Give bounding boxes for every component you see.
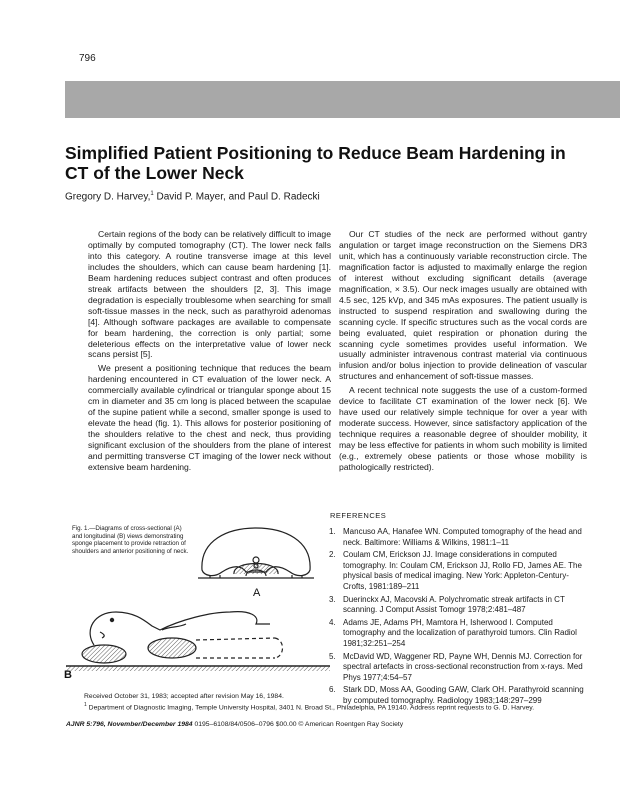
references-list — [329, 527, 587, 709]
copyright-line: 0195–6108/84/0506–0796 $00.00 © American Roentgen Ray Society — [192, 721, 404, 728]
author-footnote-mark: 1 — [150, 191, 154, 197]
reference-number: 3. — [329, 594, 336, 604]
reference-text: Stark DD, Moss AA, Gooding GAW, Clark OH. Parathyroid scanning by computed tomography. Radiology 1983;148:297–299 — [343, 685, 584, 705]
reference-text: Mancuso AA, Hanafee WN. Computed tomography of the head and neck. Baltimore: Williams & Wilkins, 1981:1–11 — [343, 527, 582, 547]
reference-item — [329, 527, 587, 548]
author-rest: David P. Mayer, and Paul D. Radecki — [153, 191, 320, 203]
page-number: 796 — [79, 53, 96, 64]
reference-item — [329, 652, 587, 684]
paragraph: We present a positioning technique that reduces the beam hardening encountered in CT evaluation of the lower neck. A commercially available cylindrical or triangular sponge about 15 cm in diameter and 35 cm long is placed between the scapulae of the supine patient while a second, smaller sponge is used to elevate the head (fig. 1). This allows for posterior positioning of the shoulders relative to the chest and neck, thus providing significant exclusion of the shoulders from the plane of interest and permitting transverse CT imaging of the lower neck without extensive beam hardening. — [88, 363, 331, 473]
reference-number: 2. — [329, 550, 336, 560]
reference-number: 1. — [329, 527, 336, 536]
reference-number: 4. — [329, 617, 336, 627]
footnotes — [84, 692, 604, 712]
author-first: Gregory D. Harvey, — [65, 191, 151, 203]
reference-text: McDavid WD, Waggener RD, Payne WH, Dennis MJ. Correction for spectral artefacts in cross-sectional reconstruction from x-rays. Med Phys 1977;4:54–57 — [343, 651, 583, 682]
affiliation-mark: 1 — [84, 702, 87, 708]
longitudinal-view — [66, 612, 330, 671]
article-title: Simplified Patient Positioning to Reduce Beam Hardening in CT of the Lower Neck — [65, 143, 566, 183]
reference-item — [329, 595, 587, 616]
figure-label-a: A — [253, 587, 261, 599]
right-column — [339, 229, 587, 476]
paragraph: Certain regions of the body can be relatively difficult to image optimally by computed tomography (CT). The lower neck falls into this category. A routine transverse image at this level includes the shoulders, which can cause beam hardening [1]. Beam hardening reduces subject contrast and often produces streak artifacts between the shoulders [2, 3]. This image degradation is especially troublesome when searching for small soft-tissue masses in the neck, such as parathyroid adenomas [4]. Although software packages are available to compensate for beam hardening, the correction is only partial; some deleterious effects on the interpretative value of lower neck scans persist [5]. — [88, 229, 331, 360]
reference-text: Duerinckx AJ, Macovski A. Polychromatic streak artifacts in CT scanning. J Comput Assist Tomogr 1978;2:481–487 — [343, 594, 565, 615]
author-line — [65, 191, 320, 202]
paragraph: Our CT studies of the neck are performed without gantry angulation or target image reconstruction on the Siemens DR3 unit, which has a continuously variable reconstruction circle. The magnification factor is adjusted to maximally enlarge the region of interest without excluding significant details (average magnification, × 3.5). Our neck images usually are obtained with 4.5 sec, 125 kVp, and 345 mAs exposures. The patient usually is instructed to suspend respiration and swallowing during the scanning cycle. If specific structures such as the vocal cords are being evaluated, quiet respiration or phonation during the scanning cycle sometimes provides useful information. We usually administer intravenous contrast material via continuous infusion and/or bolus injection to provide delineation of vascular structures and enhancement of soft-tissue masses. — [339, 229, 587, 382]
affiliation-note — [84, 701, 604, 712]
references-heading: REFERENCES — [330, 511, 387, 520]
reference-number: 5. — [329, 651, 336, 661]
journal-citation: AJNR 5:796, November/December 1984 — [66, 721, 193, 728]
cross-section-view — [198, 528, 314, 578]
header-band — [65, 81, 620, 118]
reference-item — [329, 550, 587, 592]
reference-text: Coulam CM, Erickson JJ. Image considerations in computed tomography. In: Coulam CM, Erickson JJ, Rollo FD, James AE. The physical basis of medical imaging. New York: Appleton-Century-Crofts, 1981:189–211 — [343, 550, 582, 591]
figure-label-b: B — [64, 669, 72, 680]
reference-item — [329, 618, 587, 650]
received-note: Received October 31, 1983; accepted after revision May 16, 1984. — [84, 693, 284, 700]
figure-caption: Fig. 1.—Diagrams of cross-sectional (A) and longitudinal (B) views demonstrating sponge placement to provide retraction of shoulders and anterior positioning of neck. — [72, 525, 189, 555]
reference-text: Adams JE, Adams PH, Mamtora H, Isherwood I. Computed tomography and the localization of parathyroid tumors. Clin Radiol 1981;32:251–254 — [343, 617, 577, 648]
left-column — [88, 229, 331, 476]
reference-number: 6. — [329, 685, 336, 695]
paragraph: A recent technical note suggests the use of a custom-formed device to facilitate CT examination of the lower neck [6]. We have used our relatively simple technique for over a year with moderate success. However, since satisfactory application of the technique requires a reasonable degree of shoulder mobility, it may be less effective for patients in whom such mobility is limited (e.g., extremely obese patients or those whose mobility is pathologically restricted). — [339, 385, 587, 473]
journal-footer — [66, 721, 403, 728]
affiliation-text: Department of Diagnostic Imaging, Temple University Hospital, 3401 N. Broad St., Philadelphia, PA 19140. Address reprint requests to G. D. Harvey. — [86, 704, 535, 712]
